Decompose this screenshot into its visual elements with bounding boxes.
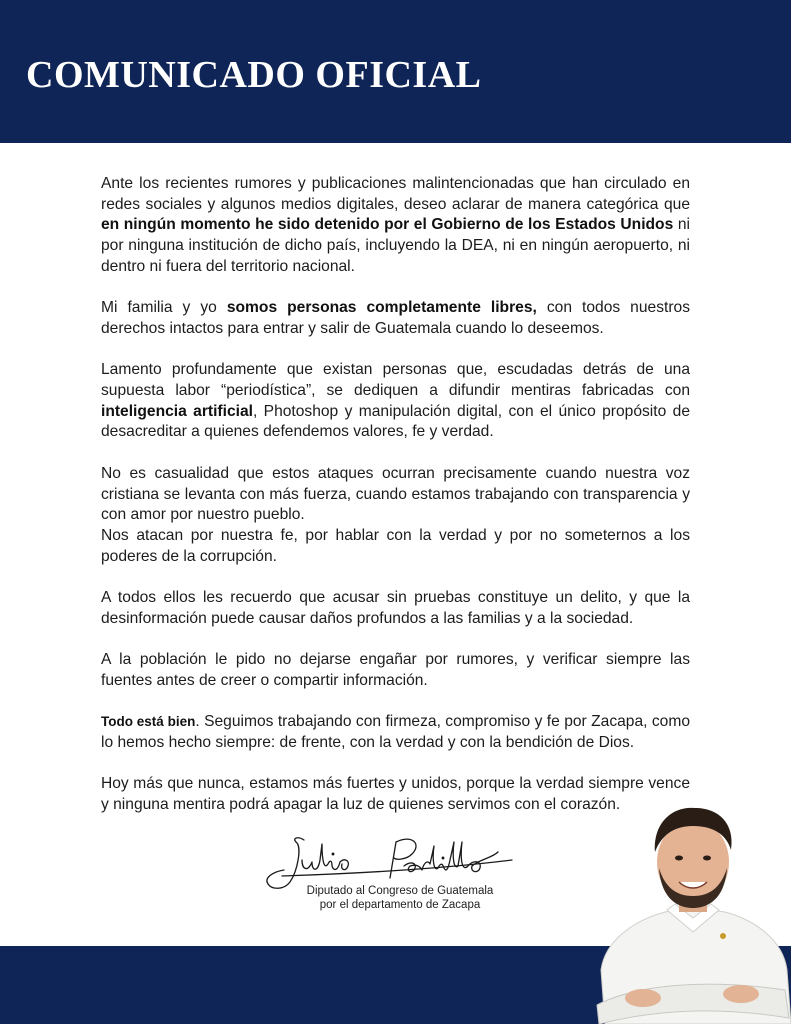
emphasis-text: Todo está bien [101, 714, 196, 730]
paragraph-4b: Nos atacan por nuestra fe, por hablar con la verdad y por no someternos a los poderes de la corrupción. [101, 526, 690, 565]
emphasis-text: en ningún momento he sido detenido por el Gobierno de los Estados Unidos [101, 216, 674, 234]
emphasis-text: inteligencia artificial [101, 402, 253, 420]
statement-body [101, 174, 690, 836]
paragraph-text: Lamento profundamente que existan personas que, escudadas detrás de una supuesta labor “periodística”, se dediquen a difundir mentiras fabricadas con [101, 361, 690, 399]
paragraph-text: , Photoshop y manipulación digital, con el único propósito de desacreditar a quienes defendemos valores, fe y verdad. [101, 402, 690, 441]
paragraph-6: A la población le pido no dejarse engañar por rumores, y verificar siempre las fuentes antes de creer o compartir información. [101, 651, 690, 689]
paragraph-text: con todos nuestros derechos intactos para entrar y salir de Guatemala cuando lo deseemos. [101, 299, 690, 337]
header-band [0, 0, 791, 143]
paragraph-8: Hoy más que nunca, estamos más fuertes y unidos, porque la verdad siempre vence y ninguna mentira podrá apagar la luz de quienes servimos con el corazón. [101, 775, 690, 813]
page-title: COMUNICADO OFICIAL [26, 54, 482, 96]
signature-caption [290, 884, 510, 912]
signature-title-line-2: por el departamento de Zacapa [319, 899, 481, 911]
paragraph-text: Mi familia y yo [101, 299, 227, 317]
portrait-photo [595, 800, 791, 1024]
paragraph-text: Ante los recientes rumores y publicaciones malintencionadas que han circulado en redes sociales y algunos medios digitales, deseo aclarar de manera categórica que [101, 175, 690, 213]
paragraph-text: ni por ninguna institución de dicho país, incluyendo la DEA, ni en ningún aeropuerto, ni dentro ni fuera del territorio nacional. [101, 216, 690, 275]
paragraph-3 [101, 360, 690, 443]
signature-title-line-1: Diputado al Congreso de Guatemala [306, 885, 494, 897]
paragraph-7 [101, 712, 690, 753]
paragraph-5: A todos ellos les recuerdo que acusar sin pruebas constituye un delito, y que la desinformación puede causar daños profundos a las familias y a la sociedad. [101, 589, 690, 627]
paragraph-2 [101, 298, 690, 339]
emphasis-text: somos personas completamente libres, [226, 299, 537, 317]
paragraph-4a: No es casualidad que estos ataques ocurran precisamente cuando nuestra voz cristiana se levanta con más fuerza, cuando estamos trabajando con transparencia y con amor por nuestro pueblo. [101, 464, 690, 524]
paragraph-1 [101, 174, 690, 278]
paragraph-text: . Seguimos trabajando con firmeza, compromiso y fe por Zacapa, como lo hemos hecho siempre: de frente, con la verdad y con la bendición de Dios. [101, 713, 690, 751]
